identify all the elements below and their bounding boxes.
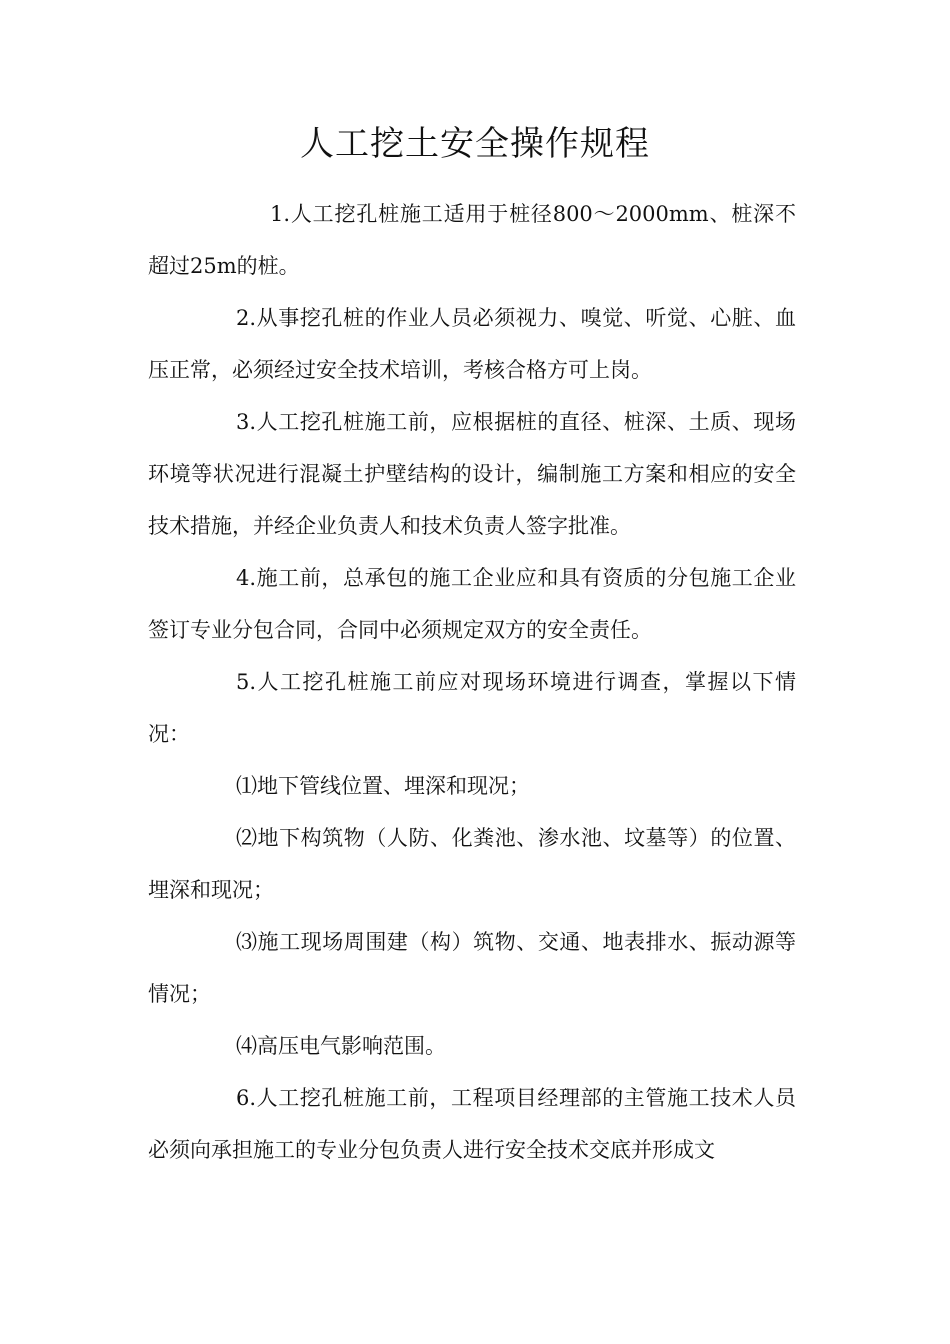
list-item-2: ⑵地下构筑物（人防、化粪池、渗水池、坟墓等）的位置、埋深和现况；: [148, 826, 796, 902]
paragraph-2: 2.从事挖孔桩的作业人员必须视力、嗅觉、听觉、心脏、血压正常，必须经过安全技术培训，考核合格方可上岗。: [148, 306, 796, 382]
list-item-4: ⑷高压电气影响范围。: [236, 1034, 446, 1058]
list-item-1: ⑴地下管线位置、埋深和现况；: [236, 774, 530, 798]
paragraph-5: 5.人工挖孔桩施工前应对现场环境进行调查，掌握以下情况：: [148, 670, 796, 746]
document-title: 人工挖土安全操作规程: [300, 124, 650, 164]
list-item-3: ⑶施工现场周围建（构）筑物、交通、地表排水、振动源等情况；: [148, 930, 796, 1006]
paragraph-6: 6.人工挖孔桩施工前，工程项目经理部的主管施工技术人员必须向承担施工的专业分包负责人进行安全技术交底并形成文: [148, 1086, 796, 1162]
paragraph-4: 4.施工前，总承包的施工企业应和具有资质的分包施工企业签订专业分包合同，合同中必须规定双方的安全责任。: [148, 566, 796, 642]
document-body: [148, 188, 796, 1176]
paragraph-3: 3.人工挖孔桩施工前，应根据桩的直径、桩深、土质、现场环境等状况进行混凝土护壁结构的设计，编制施工方案和相应的安全技术措施，并经企业负责人和技术负责人签字批准。: [148, 410, 796, 538]
paragraph-1: 1.人工挖孔桩施工适用于桩径800～2000mm、桩深不超过25m的桩。: [148, 202, 796, 278]
